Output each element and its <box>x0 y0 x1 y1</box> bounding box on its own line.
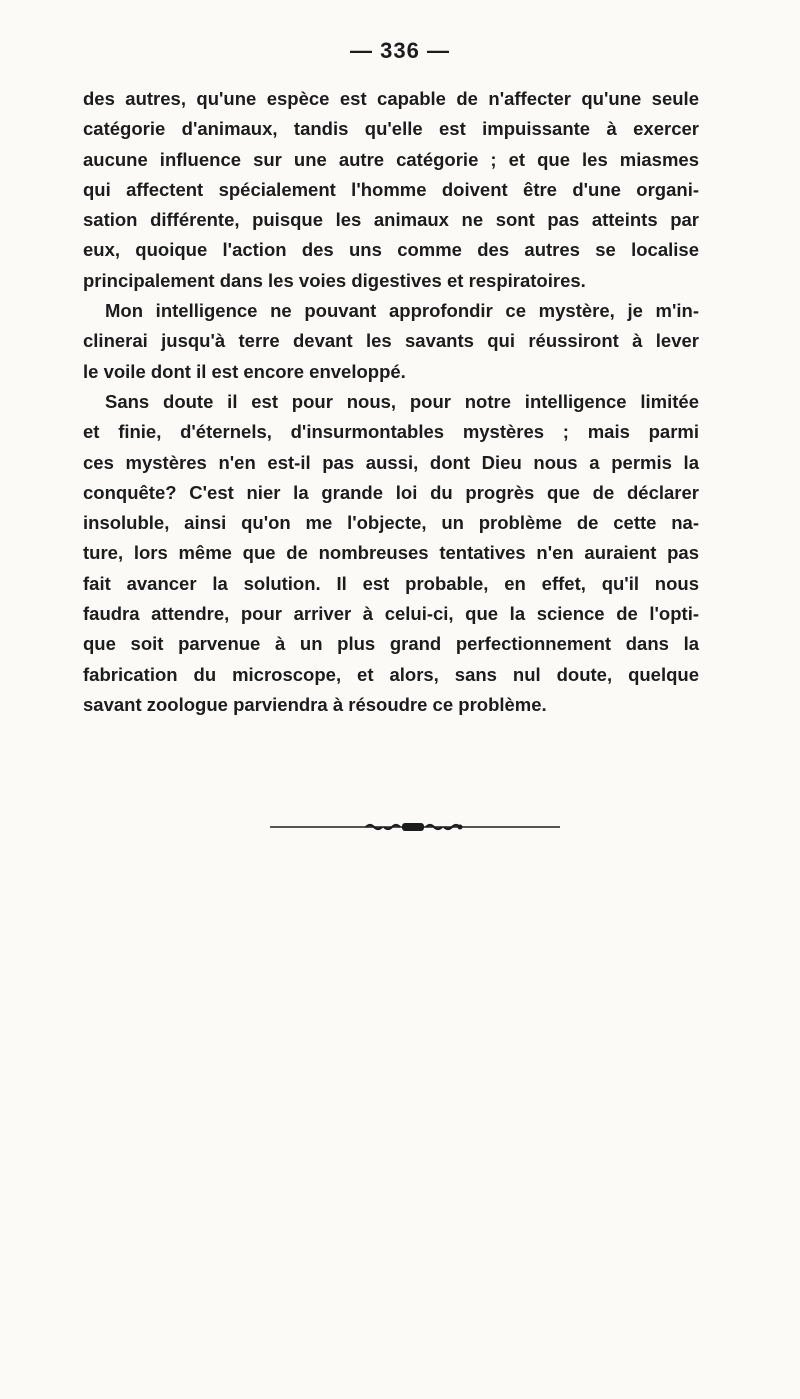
text-line: des autres, qu'une espèce est capable de n'affecter qu'une seule <box>83 88 699 109</box>
text-line: ture, lors même que de nombreuses tentatives n'en auraient pas <box>83 542 699 564</box>
text-line: Sans doute il est pour nous, pour notre intelligence limitée <box>105 390 699 412</box>
text-line: ces mystères n'en est-il pas aussi, dont Dieu nous a permis la <box>83 451 699 473</box>
page-number: — 336 — <box>350 38 450 63</box>
text-line: le voile dont il est encore enveloppé. <box>83 360 406 382</box>
text-line: qui affectent spécialement l'homme doivent être d'une organi- <box>83 178 699 200</box>
text-line: fait avancer la solution. Il est probable, en effet, qu'il nous <box>83 572 699 594</box>
end-ornament <box>270 822 560 832</box>
text-line: conquête? C'est nier la grande loi du progrès que de déclarer <box>83 481 699 503</box>
text-line: que soit parvenue à un plus grand perfectionnement dans la <box>83 633 699 655</box>
text-line: Mon intelligence ne pouvant approfondir ce mystère, je m'in- <box>105 300 699 322</box>
text-line: fabrication du microscope, et alors, sans nul doute, quelque <box>83 663 699 685</box>
text-line: catégorie d'animaux, tandis qu'elle est impuissante à exercer <box>83 118 699 140</box>
text-line: insoluble, ainsi qu'on me l'objecte, un problème de cette na- <box>83 512 699 534</box>
text-line: aucune influence sur une autre catégorie ; et que les miasmes <box>83 148 699 170</box>
text-line: faudra attendre, pour arriver à celui-ci, que la science de l'opti- <box>83 603 699 625</box>
body-text <box>83 84 699 720</box>
text-line: et finie, d'éternels, d'insurmontables mystères ; mais parmi <box>83 421 699 443</box>
text-line: principalement dans les voies digestives et respiratoires. <box>83 269 586 291</box>
text-line: sation différente, puisque les animaux ne sont pas atteints par <box>83 209 699 231</box>
text-line: eux, quoique l'action des uns comme des autres se localise <box>83 239 699 261</box>
text-line: clinerai jusqu'à terre devant les savants qui réussiront à lever <box>83 330 699 352</box>
ornament-rule-icon <box>270 822 560 832</box>
text-line: savant zoologue parviendra à résoudre ce problème. <box>83 693 547 715</box>
